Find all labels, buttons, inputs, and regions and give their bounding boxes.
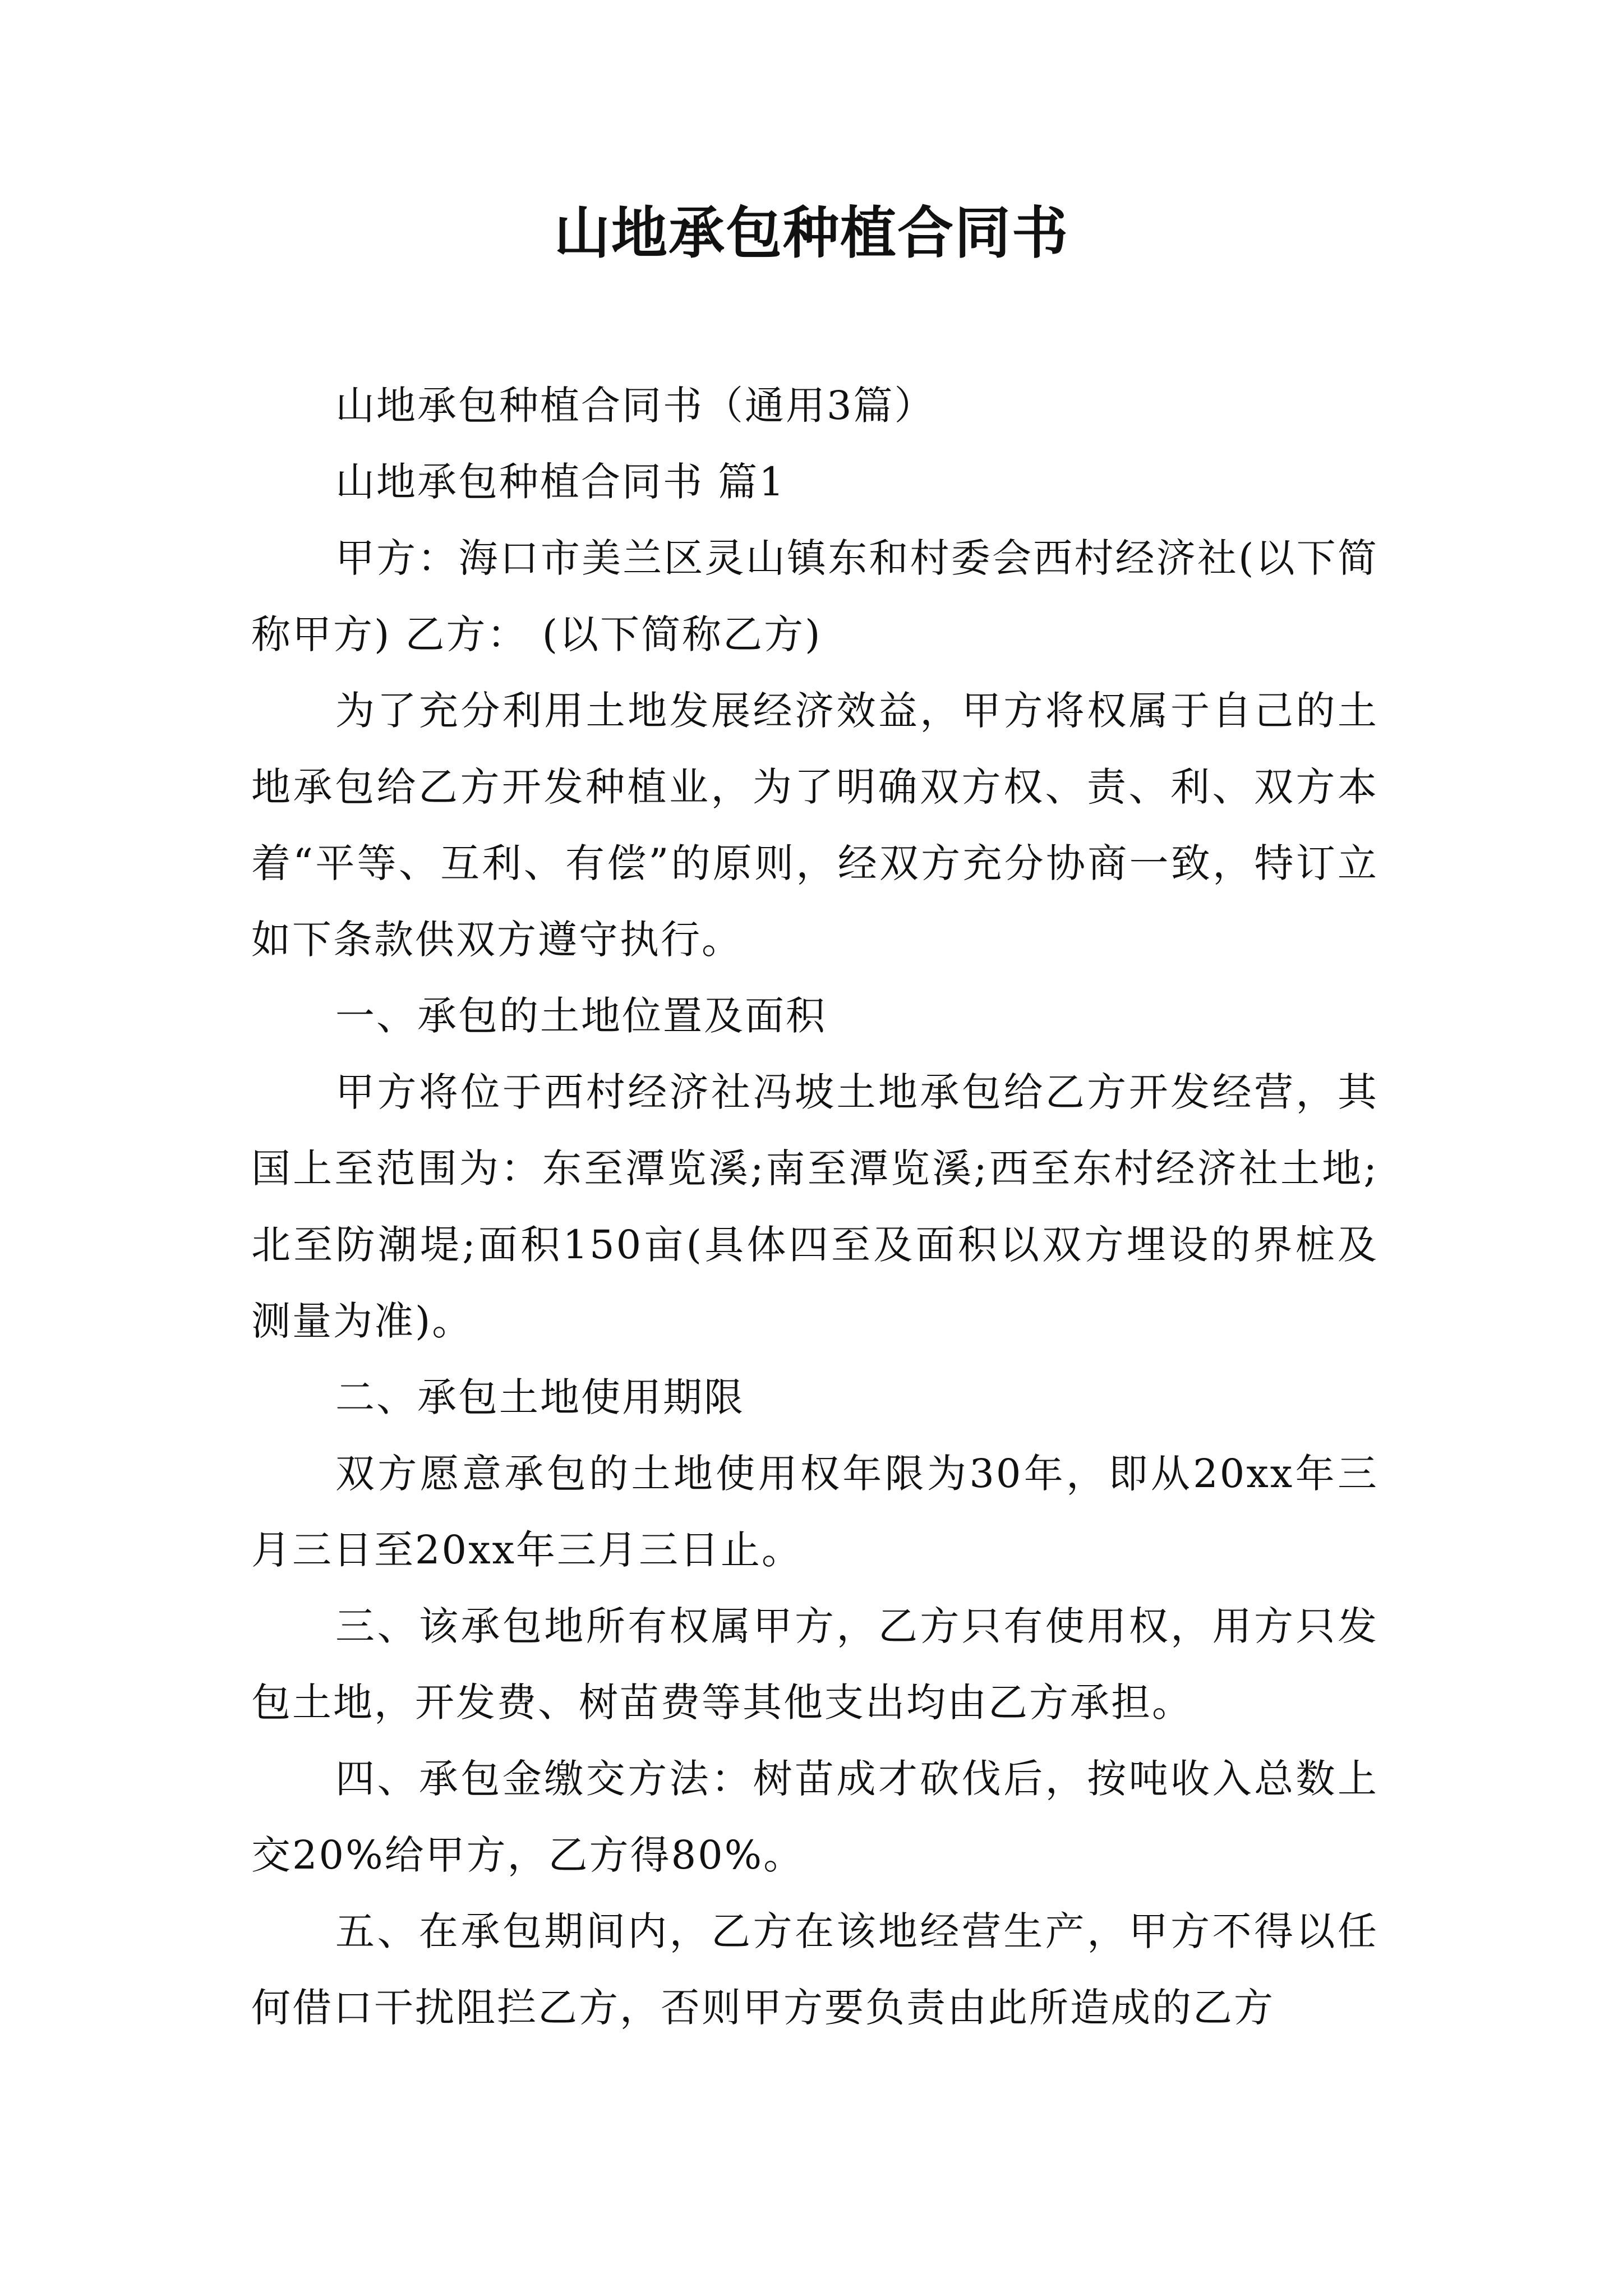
document-body: [251, 367, 1378, 2046]
paragraph-clause-3: 三、该承包地所有权属甲方，乙方只有使用权，用方只发包土地，开发费、树苗费等其他支出均由乙方承担。: [251, 1603, 1378, 1726]
paragraph-clause-1-body: 甲方将位于西村经济社冯坡土地承包给乙方开发经营，其国上至范围为：东至潭览溪;南至潭览溪;西至东村经济社土地;北至防潮堤;面积150亩(具体四至及面积以双方埋设的界桩及测量为准)。: [251, 1069, 1378, 1344]
document-title: 山地承包种植合同书: [554, 200, 1069, 266]
paragraph-clause-2-body: 双方愿意承包的土地使用权年限为30年，即从20xx年三月三日至20xx年三月三日止。: [251, 1451, 1378, 1573]
paragraph-clause-4: 四、承包金缴交方法：树苗成才砍伐后，按吨收入总数上交20%给甲方，乙方得80%。: [251, 1756, 1378, 1878]
paragraph-clause-1-heading: 一、承包的土地位置及面积: [335, 993, 827, 1039]
paragraph-clause-5: 五、在承包期间内，乙方在该地经营生产，甲方不得以任何借口干扰阻拦乙方，否则甲方要负责由此所造成的乙方: [251, 1908, 1378, 2031]
paragraph-section-heading: 山地承包种植合同书 篇1: [335, 459, 786, 505]
paragraph-parties: 甲方：海口市美兰区灵山镇东和村委会西村经济社(以下简称甲方) 乙方： (以下简称乙方): [251, 535, 1378, 657]
paragraph-preamble: 为了充分利用土地发展经济效益，甲方将权属于自己的土地承包给乙方开发种植业，为了明确双方权、责、利、双方本着“平等、互利、有偿”的原则，经双方充分协商一致，特订立如下条款供双方遵守执行。: [251, 688, 1378, 963]
paragraph-subtitle: 山地承包种植合同书（通用3篇）: [335, 383, 935, 429]
paragraph-clause-2-heading: 二、承包土地使用期限: [335, 1374, 745, 1420]
